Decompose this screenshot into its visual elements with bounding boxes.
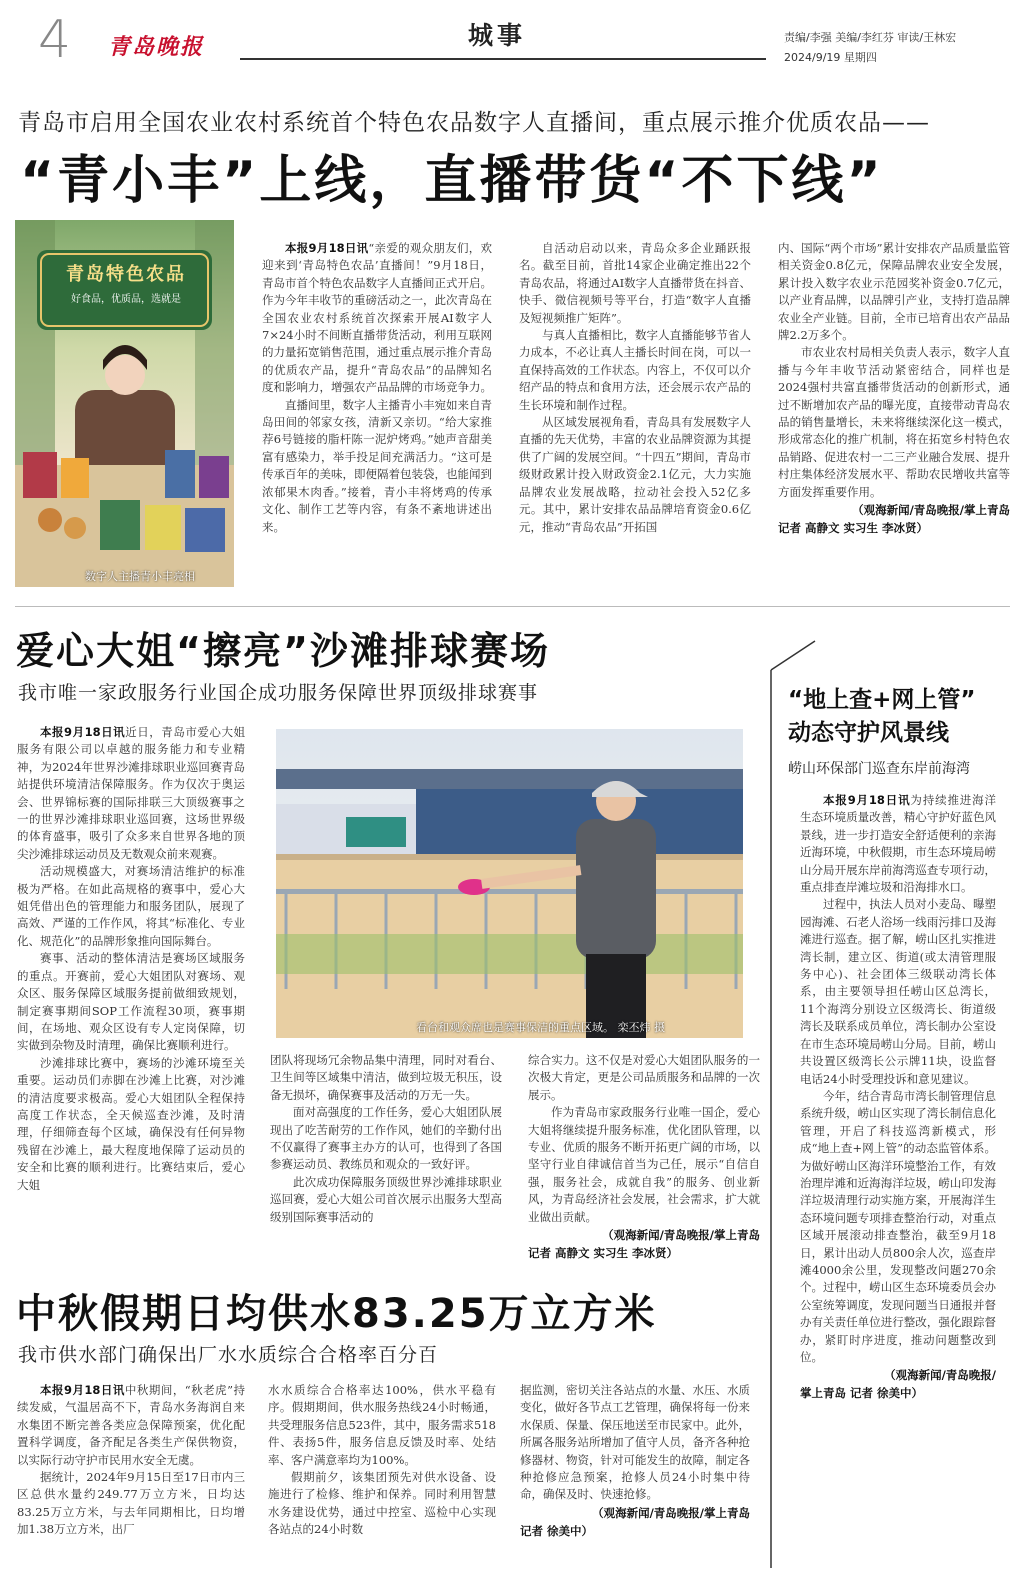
photo-sign-slogan: 好食品，优质品，选就是	[71, 294, 181, 305]
side-paragraph: 今年，结合青岛市湾长制管理信息系统升级，崂山区实现了湾长制信息化管理，开启了科技巡湾新模式，形成“地上查+网上管”的动态监管体系。为做好崂山区海洋环境整治工作，有效治理岸滩和近海海洋垃圾，崂山印发海洋垃圾清理行动实施方案，开展海洋生态环境问题专项排查整治行动，对重点区域开展滚动排查整治，截至9月18日，累计出动人员800余人次，巡查岸滩4000余公里，发现整改问题270余个。过程中，崂山区生态环境委员会办公室统筹调度，发现问题当日通报并督办有关责任单位进行整改，强化跟踪督办，紧盯时序进度，推动问题整改到位。	[800, 1088, 996, 1364]
article1-column-3	[778, 240, 1010, 586]
article3-subhead: 我市供水部门确保出厂水水质综合合格率百分百	[18, 1344, 439, 1366]
section-title: 城事	[467, 21, 526, 50]
dateline: 本报9月18日讯	[285, 241, 369, 255]
article1-paragraph: “亲爱的观众朋友们，欢迎来到‘青岛特色农品’直播间！”9月18日，青岛市首个特色农品数字人直播间正式开启。作为今年丰收节的重磅活动之一，此次青岛在全国农业农村系统首次探索开展AI数字人7×24小时不间断直播带货活动，利用互联网的力量拓宽销售范围，通过重点展示推介青岛的优质农产品，提升“青岛农品”的品牌知名度和影响力，增强农产品品牌的市场竞争力。	[262, 241, 492, 395]
article2-paragraph: 沙滩排球比赛中，赛场的沙滩环境至关重要。运动员们赤脚在沙滩上比赛，对沙滩的清洁度要求极高。爱心大姐团队全程保持高度工作状态，全天候巡查沙滩，及时清理，仔细筛查每个区域，确保没有任何异物残留在沙滩上，最大程度地保障了运动员的安全和比赛的顺利进行。比赛结束后，爱心大姐	[17, 1055, 245, 1192]
side-paragraph: 过程中，执法人员对小麦岛、曝塑园海滩、石老人浴场一线雨污排口及海滩进行巡查。据了解，崂山区扎实推进湾长制，建立区、街道(或太清管理服务中心)、社会团体三级联动湾长体系，由主要领导担任崂山区总湾长，11个海湾分别设立区级湾长、街道级湾长及联系成员单位，湾长制办公室设在市生态环境局崂山分局。目前，崂山共设置区级湾长公示牌11块，设监督电话24小时受理投诉和意见建议。	[800, 897, 996, 1086]
article1-paragraph: 内、国际“两个市场”累计安排农产品质量监管相关资金0.8亿元，保障品牌农业安全发展，累计投入数字农业示范园奖补资金0.7亿元，以产业育品牌，以品牌引产业，支持打造品牌农业全产业链。目前，全市已培育出农产品品牌2.2万多个。	[778, 241, 1010, 343]
article3-paragraph: 中秋期间，“秋老虎”持续发威，气温居高不下，青岛水务海润自来水集团不断完善各类应急保障预案，优化配置科学调度，备齐配足各类生产保供物资，以实际行动守护市民用水安全无虞。	[17, 1383, 245, 1467]
article2-photo	[276, 729, 743, 1038]
article2-paragraph: 此次成功保障服务顶级世界沙滩排球职业巡回赛，爱心大姐公司首次展示出服务大型高级别国际赛事活动的	[270, 1174, 502, 1224]
side-byline-2: 掌上青岛 记者 徐美中）	[800, 1386, 924, 1401]
side-article-body	[800, 792, 996, 1542]
article1-photo	[15, 220, 234, 587]
page-number: 4	[38, 10, 72, 70]
header-rule	[240, 58, 766, 60]
article1-kicker: 青岛市启用全国农业农村系统首个特色农品数字人直播间，重点展示推介优质农品——	[18, 110, 930, 136]
side-byline-1: （观海新闻/青岛晚报/	[884, 1368, 996, 1383]
article3-column-1	[17, 1382, 245, 1568]
article2-byline-1: （观海新闻/青岛晚报/掌上青岛	[602, 1228, 760, 1243]
article1-byline-2: 记者 高静文 实习生 李冰贤）	[778, 521, 929, 536]
article3-byline-2: 记者 徐美中）	[520, 1523, 594, 1538]
article3-column-3	[520, 1382, 750, 1568]
dateline: 本报9月18日讯	[40, 725, 126, 739]
article1-paragraph: 直播间里，数字人主播青小丰宛如来自青岛田间的邻家女孩，清新又亲切。“给大家推荐6号链接的脂杆陈一泥炉烤鸡。”她声音甜美富有感染力，举手投足间充满活力。“这可是传承百年的美味，即便隔着包装袋，也能闻到浓郁果木肉香。”接着，青小丰将烤鸡的传承文化、制作工艺等内容，有条不紊地讲述出来。	[262, 397, 492, 534]
article1-paragraph: 与真人直播相比，数字人直播能够节省人力成本，不必让真人主播长时间在岗，可以一直保持高效的工作状态。内容上，不仅可以介绍产品的特点和食用方法，还会展示农产品的生长环境和制作过程。	[519, 328, 751, 412]
article1-headline: “青小丰”上线，直播带货“不下线”	[20, 151, 884, 211]
newspaper-logo: 青岛晚报	[108, 34, 205, 60]
article3-headline: 中秋假期日均供水83.25万立方米	[16, 1291, 657, 1337]
side-headline-line-1: “地上查+网上管”	[788, 687, 976, 713]
article3-paragraph: 水水质综合合格率达100%，供水平稳有序。假期期间，供水服务热线24小时畅通，共受理服务信息523件，其中，服务需求518件、表扬5件，服务信息反馈及时率、处结率、客户满意率均为100%。	[268, 1383, 496, 1467]
editor-credits	[784, 28, 956, 68]
article3-paragraph: 据监测，密切关注各站点的水量、水压、水质变化，做好各节点工艺管理，确保将每一份来水保质、保量、保压地送至市民家中。此外，所属各服务站所增加了值守人员，备齐各种抢修器材、物资，针对可能发生的故障，制定各种抢修应急预案，抢修人员24小时集中待命，确保及时、快速抢修。	[520, 1383, 750, 1502]
article2-paragraph: 面对高强度的工作任务，爱心大姐团队展现出了吃苦耐劳的工作作风，她们的辛勤付出不仅赢得了赛事主办方的认可，也得到了各国参赛运动员、教练员和观众的一致好评。	[270, 1105, 502, 1172]
article3-column-2	[268, 1382, 496, 1568]
side-subhead: 崂山环保部门巡查东岸前海湾	[788, 761, 970, 777]
article1-byline-1: （观海新闻/青岛晚报/掌上青岛	[852, 503, 1010, 518]
article1-column-1	[262, 240, 492, 586]
beach-volleyball-photo-illustration	[276, 729, 743, 1038]
article3-paragraph: 假期前夕，该集团预先对供水设备、设施进行了检修、维护和保养。同时利用智慧水务建设优势，通过中控室、巡检中心实现各站点的24小时数	[268, 1470, 496, 1537]
credits-editors: 责编/李强 美编/李红芬 审读/王林宏	[784, 31, 957, 44]
article2-byline-2: 记者 高静文 实习生 李冰贤）	[528, 1246, 679, 1261]
credits-date: 2024/9/19 星期四	[784, 51, 877, 64]
article3-paragraph: 据统计，2024年9月15日至17日市内三区总供水量约249.77万立方米，日均达83.25万立方米，与去年同期相比，日均增加1.38万立方米，出厂	[17, 1470, 245, 1537]
article1-column-2	[519, 240, 751, 586]
side-paragraph: 为持续推进海洋生态环境质量改善，精心守护好蓝色风景线，进一步打造安全舒适便利的亲海近海环境，中秋假期，市生态环境局崂山分局开展东岸前海湾巡查专项行动，重点排查岸滩垃圾和沿海排水口。	[800, 793, 996, 895]
photo-sign-title: 青岛特色农品	[66, 264, 186, 285]
article2-column-1	[17, 724, 245, 1262]
section-divider	[15, 606, 1010, 607]
side-headline	[788, 684, 976, 750]
article1-paragraph: 从区域发展视角看，青岛具有发展数字人直播的先天优势，丰富的农业品牌资源为其提供了广阔的发展空间。“十四五”期间，青岛市级财政累计投入财政资金2.1亿元，大力实施品牌农业发展战略，拉动社会投入52亿多元。其中，累计安排农品品牌培育资金0.6亿元，推动“青岛农品”开拓国	[519, 415, 751, 534]
dateline: 本报9月18日讯	[823, 793, 911, 807]
side-headline-line-2: 动态守护风景线	[788, 720, 949, 746]
article2-column-2	[270, 1052, 502, 1262]
article1-paragraph: 自活动启动以来，青岛众多企业踊跃报名。截至目前，首批14家企业确定推出22个青岛农品，将通过AI数字人直播带货在抖音、快手、微信视频号等平台，打造“数字人直播及短视频推广矩阵”。	[519, 241, 751, 325]
dateline: 本报9月18日讯	[40, 1383, 125, 1397]
article2-subhead: 我市唯一家政服务行业国企成功服务保障世界顶级排球赛事	[18, 682, 539, 704]
article2-paragraph: 作为青岛市家政服务行业唯一国企，爱心大姐将继续提升服务标准，优化团队管理，以专业、优质的服务不断开拓更广阔的市场，以坚守行业自律诚信首当为己任，展示“自信自强，服务社会，成就自我”的服务、创业新风，为青岛经济社会发展，社会需求，扩大就业做出贡献。	[528, 1105, 760, 1224]
article2-paragraph: 赛事、活动的整体清洁是赛场区域服务的重点。开赛前，爱心大姐团队对赛场、观众区、服务保障区域服务提前做细致规划，制定赛事期间SOP工作流程30项，赛事期间，在场地、观众区设有专人定岗保障，切实做到杂物及时清理，确保比赛顺利进行。	[17, 951, 245, 1053]
article2-column-3	[528, 1052, 760, 1262]
photo1-caption: 数字人主播青小丰亮相	[85, 570, 195, 583]
article2-headline: 爱心大姐“擦亮”沙滩排球赛场	[16, 629, 550, 673]
article1-paragraph: 市农业农村局相关负责人表示，数字人直播与今年丰收节活动紧密结合，同样也是2024强村共富直播带货活动的创新形式，通过不断增加农产品的曝光度，直接带动青岛农品的销售量增长，未来将继续深化这一模式，形成常态化的推广机制，将在拓宽乡村特色农品销路、促进农村一二三产业融合发展、提升村庄集体经济发展水平、帮助农民增收共富等方面发挥重要作用。	[778, 345, 1010, 499]
article3-byline-1: （观海新闻/青岛晚报/掌上青岛	[592, 1505, 750, 1520]
article2-paragraph: 团队将现场冗余物品集中清理，同时对看台、卫生间等区域集中清洁，做到垃圾无积压，设备无损坏，确保赛事及活动的万无一失。	[270, 1053, 502, 1102]
article2-paragraph: 综合实力。这不仅是对爱心大姐团队服务的一次极大肯定，更是公司品质服务和品牌的一次展示。	[528, 1053, 760, 1102]
article2-paragraph: 近日，青岛市爱心大姐服务有限公司以卓越的服务能力和专业精神，为2024年世界沙滩排球职业巡回赛青岛站提供环境清洁保障服务。作为仅次于奥运会、世界锦标赛的国际排联三大顶级赛事之一的世界沙滩排球职业巡回赛，这场世界级的体育盛事，吸引了众多来自世界各地的顶尖沙滩排球运动员及无数观众前来观赛。	[17, 725, 245, 861]
photo2-caption: 看台和观众席也是赛事保洁的重点区域。 栾丕炜 摄	[416, 1021, 665, 1034]
article2-paragraph: 活动规模盛大，对赛场清洁维护的标准极为严格。在如此高规格的赛事中，爱心大姐凭借出色的管理能力和服务团队，展现了高效、严谨的工作作风，将其“标准化、专业化、规范化”的品牌形象推向国际舞台。	[17, 864, 245, 948]
